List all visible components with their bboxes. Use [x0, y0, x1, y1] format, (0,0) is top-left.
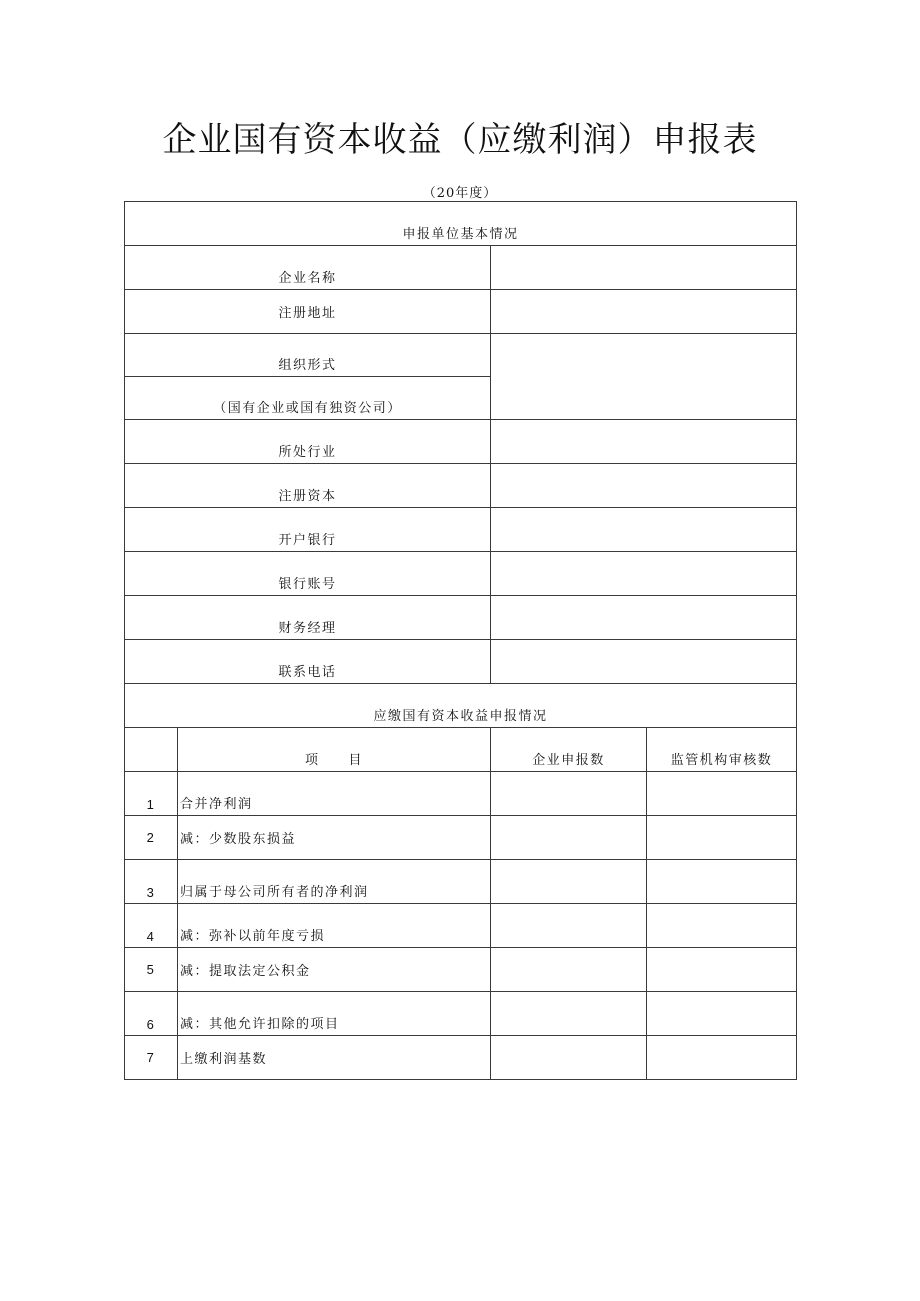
- field-row-bank: [125, 508, 797, 552]
- row-reviewed-value[interactable]: [647, 816, 797, 860]
- column-header-num: [125, 728, 178, 772]
- section2-header: 应缴国有资本收益申报情况: [125, 684, 797, 728]
- field-value-industry[interactable]: [491, 420, 797, 464]
- row-item: 上缴利润基数: [178, 1036, 491, 1080]
- column-header-item: 项 目: [178, 728, 491, 772]
- row-reported-value[interactable]: [491, 948, 647, 992]
- table-row: [125, 1036, 797, 1080]
- field-label-finance-manager: 财务经理: [125, 596, 491, 640]
- field-value-registered-capital[interactable]: [491, 464, 797, 508]
- section1-header: 申报单位基本情况: [125, 202, 797, 246]
- year-label: （20年度）: [422, 186, 498, 201]
- row-reviewed-value[interactable]: [647, 948, 797, 992]
- column-header-row: [125, 728, 797, 772]
- row-item: 减：少数股东损益: [178, 816, 491, 860]
- table-row: [125, 860, 797, 904]
- field-row-industry: [125, 420, 797, 464]
- row-reviewed-value[interactable]: [647, 1036, 797, 1080]
- table-row: [125, 948, 797, 992]
- row-item: 减：提取法定公积金: [178, 948, 491, 992]
- page-title: 企业国有资本收益（应缴利润）申报表: [162, 120, 758, 160]
- field-value-org-form[interactable]: [491, 334, 797, 420]
- row-number: 1: [125, 772, 178, 816]
- field-row-registered-capital: [125, 464, 797, 508]
- field-row-registered-address: [125, 290, 797, 334]
- row-reviewed-value[interactable]: [647, 992, 797, 1036]
- table-row: [125, 816, 797, 860]
- field-row-company-name: [125, 246, 797, 290]
- row-number: 2: [125, 816, 178, 860]
- field-label-bank: 开户银行: [125, 508, 491, 552]
- table-row: [125, 772, 797, 816]
- row-item: 减：其他允许扣除的项目: [178, 992, 491, 1036]
- row-item: 合并净利润: [178, 772, 491, 816]
- field-label-industry: 所处行业: [125, 420, 491, 464]
- declaration-form-table: [124, 201, 797, 1080]
- field-row-phone: [125, 640, 797, 684]
- field-label-org-form: 组织形式: [125, 334, 491, 377]
- row-reviewed-value[interactable]: [647, 904, 797, 948]
- table-row: [125, 992, 797, 1036]
- section2-header-row: [125, 684, 797, 728]
- section1-header-row: [125, 202, 797, 246]
- row-number: 6: [125, 992, 178, 1036]
- row-reported-value[interactable]: [491, 992, 647, 1036]
- row-number: 3: [125, 860, 178, 904]
- field-value-bank-account[interactable]: [491, 552, 797, 596]
- row-item: 归属于母公司所有者的净利润: [178, 860, 491, 904]
- row-reported-value[interactable]: [491, 816, 647, 860]
- table-row: [125, 904, 797, 948]
- row-number: 4: [125, 904, 178, 948]
- row-number: 5: [125, 948, 178, 992]
- row-reviewed-value[interactable]: [647, 860, 797, 904]
- row-reported-value[interactable]: [491, 860, 647, 904]
- field-value-bank[interactable]: [491, 508, 797, 552]
- column-header-reported: 企业申报数: [491, 728, 647, 772]
- row-reported-value[interactable]: [491, 772, 647, 816]
- field-label-company-name: 企业名称: [125, 246, 491, 290]
- field-row-org-form: [125, 334, 797, 377]
- field-label-registered-capital: 注册资本: [125, 464, 491, 508]
- column-header-reviewed: 监管机构审核数: [647, 728, 797, 772]
- field-value-finance-manager[interactable]: [491, 596, 797, 640]
- field-row-finance-manager: [125, 596, 797, 640]
- row-reported-value[interactable]: [491, 1036, 647, 1080]
- field-value-company-name[interactable]: [491, 246, 797, 290]
- field-value-phone[interactable]: [491, 640, 797, 684]
- field-label-bank-account: 银行账号: [125, 552, 491, 596]
- field-label-phone: 联系电话: [125, 640, 491, 684]
- field-row-bank-account: [125, 552, 797, 596]
- row-reviewed-value[interactable]: [647, 772, 797, 816]
- field-label-org-form-note: （国有企业或国有独资公司）: [125, 377, 491, 420]
- row-item: 减：弥补以前年度亏损: [178, 904, 491, 948]
- row-reported-value[interactable]: [491, 904, 647, 948]
- field-value-registered-address[interactable]: [491, 290, 797, 334]
- row-number: 7: [125, 1036, 178, 1080]
- field-label-registered-address: 注册地址: [125, 290, 491, 334]
